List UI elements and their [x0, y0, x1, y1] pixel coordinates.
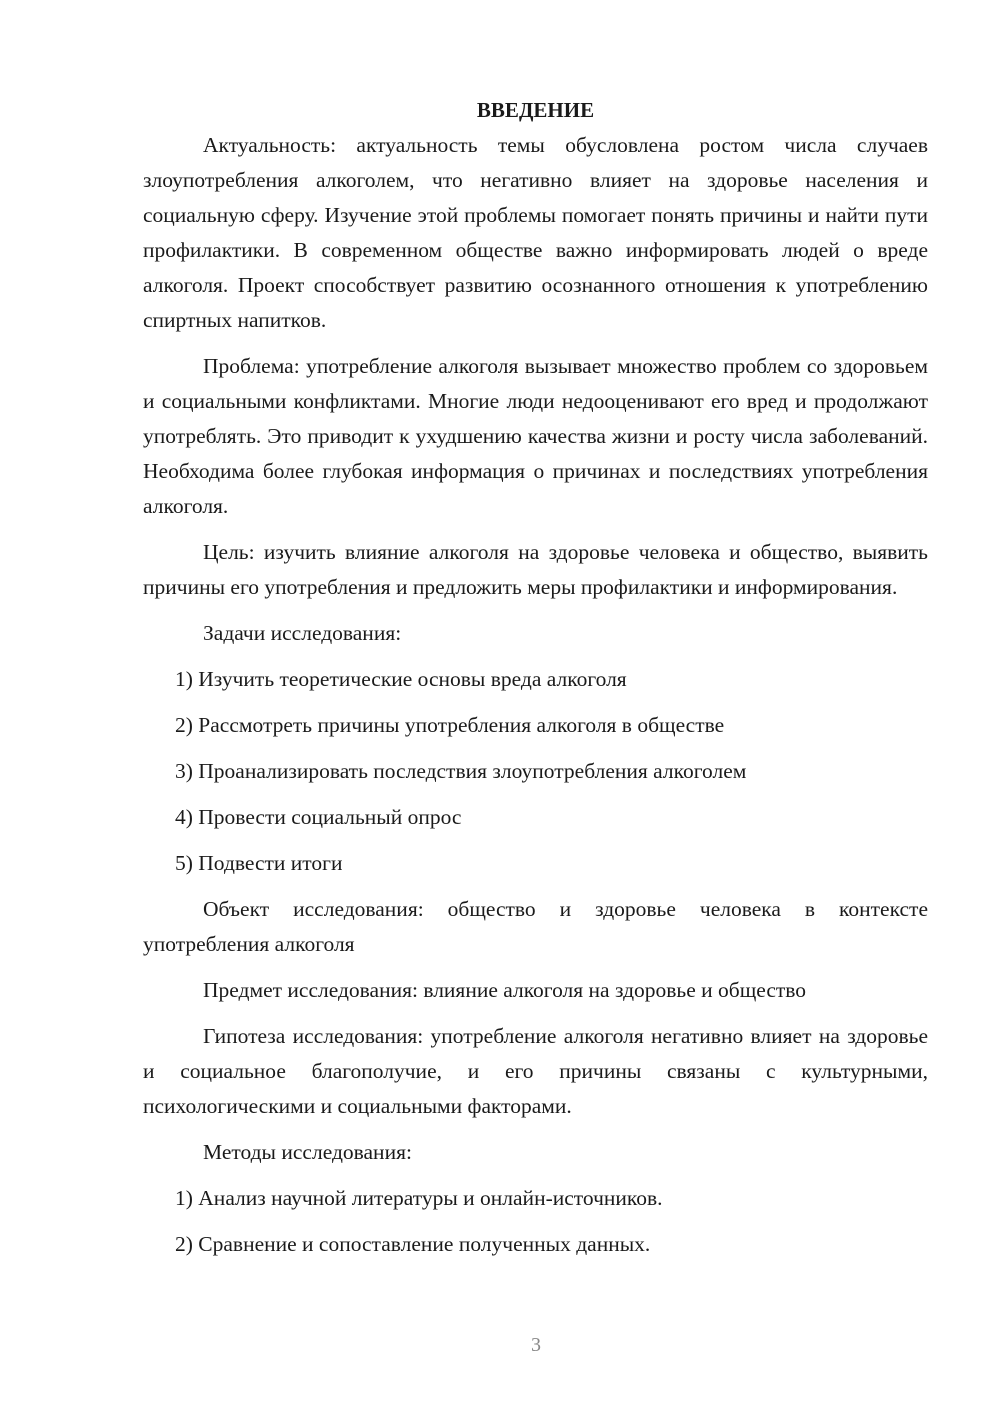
methods-heading: Методы исследования: [203, 1140, 412, 1164]
goal-paragraph: Цель: изучить влияние алкоголя на здоровье человека и общество, выявить причины его употребления и предложить меры профилактики и информирования. [143, 540, 928, 599]
methods-list [143, 1181, 928, 1262]
list-item: 1) Изучить теоретические основы вреда алкоголя [175, 667, 627, 691]
list-item: 5) Подвести итоги [175, 851, 343, 875]
object-paragraph: Объект исследования: общество и здоровье человека в контексте употребления алкоголя [143, 897, 928, 956]
list-item: 2) Рассмотреть причины употребления алкоголя в обществе [175, 713, 725, 737]
list-item: 2) Сравнение и сопоставление полученных данных. [175, 1232, 651, 1256]
list-item: 4) Провести социальный опрос [175, 805, 462, 829]
tasks-list [143, 662, 928, 881]
page-title: ВВЕДЕНИЕ [476, 98, 595, 122]
list-item: 3) Проанализировать последствия злоупотребления алкоголем [175, 759, 747, 783]
relevance-paragraph: Актуальность: актуальность темы обусловлена ростом числа случаев злоупотребления алкоголем, что негативно влияет на здоровье населения и социальную сферу. Изучение этой проблемы помогает понять причины и найти пути профилактики. В современном обществе важно информировать людей о вреде алкоголя. Проект способствует развитию осознанного отношения к употреблению спиртных напитков. [143, 133, 928, 332]
list-item: 1) Анализ научной литературы и онлайн-источников. [175, 1186, 663, 1210]
page-number: 3 [531, 1334, 541, 1356]
tasks-heading: Задачи исследования: [203, 621, 402, 645]
hypothesis-paragraph: Гипотеза исследования: употребление алкоголя негативно влияет на здоровье и социальное благополучие, и его причины связаны с культурными, психологическими и социальными факторами. [143, 1024, 928, 1118]
document-page [143, 96, 928, 1262]
problem-paragraph: Проблема: употребление алкоголя вызывает множество проблем со здоровьем и социальными конфликтами. Многие люди недооценивают его вред и продолжают употреблять. Это приводит к ухудшению качества жизни и росту числа заболеваний. Необходима более глубокая информация о причинах и последствиях употребления алкоголя. [143, 354, 928, 518]
subject-paragraph: Предмет исследования: влияние алкоголя на здоровье и общество [203, 978, 807, 1002]
